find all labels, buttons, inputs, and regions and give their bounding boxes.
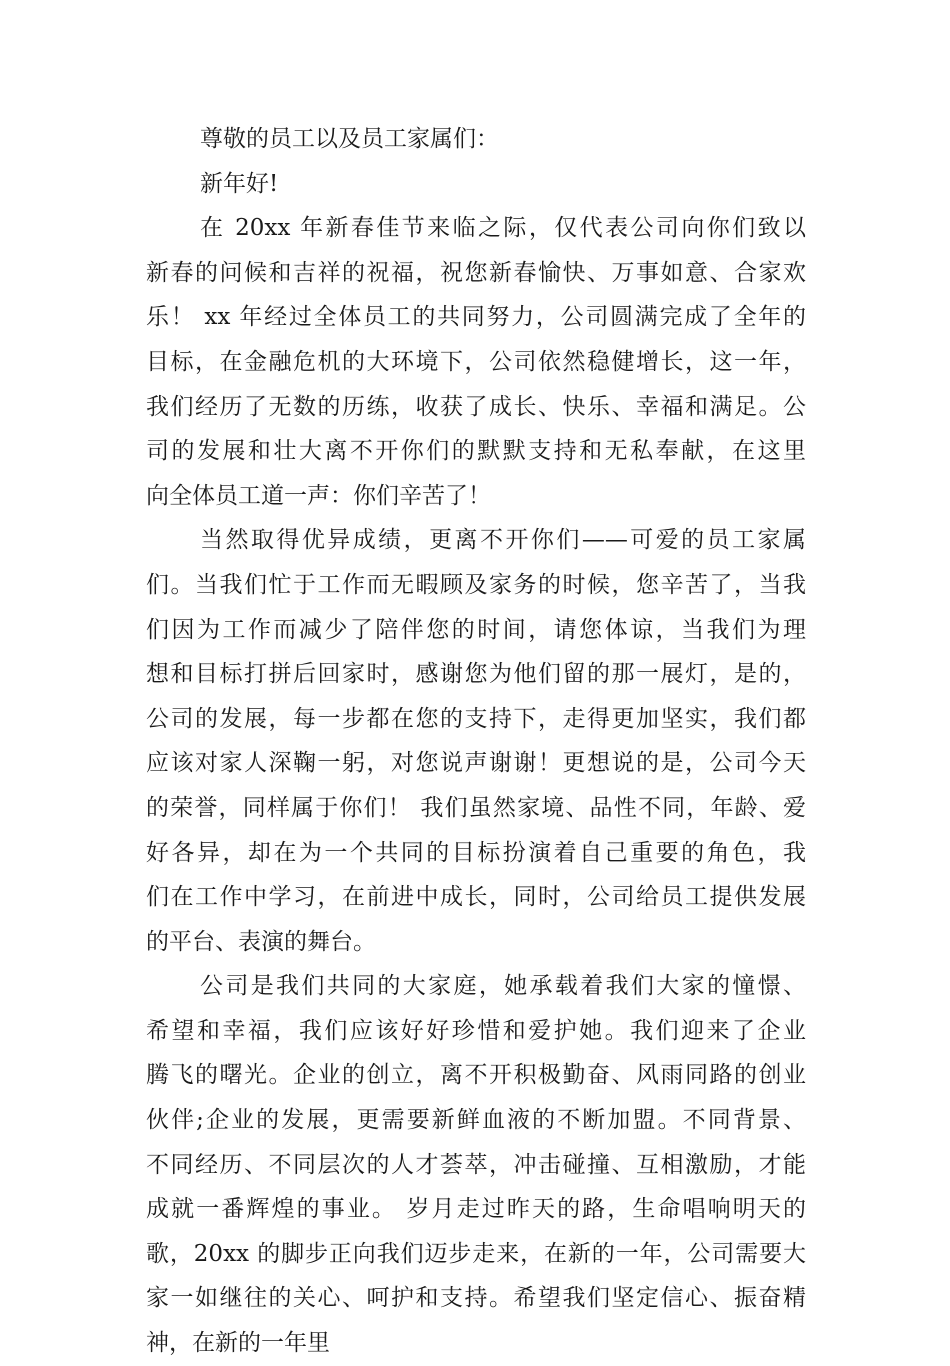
greeting: 新年好! (200, 170, 279, 197)
paragraph-line: 的平台、表演的舞台。 (146, 928, 376, 955)
paragraph-line: 应该对家人深鞠一躬，对您说声谢谢！更想说的是，公司今天 (146, 750, 806, 777)
paragraph-line: 想和目标打拼后回家时，感谢您为他们留的那一展灯，是的， (146, 661, 806, 688)
paragraph-line: 乐！ xx 年经过全体员工的共同努力，公司圆满完成了全年的 (146, 304, 806, 331)
paragraph-line: 伙伴;企业的发展，更需要新鲜血液的不断加盟。不同背景、 (146, 1107, 806, 1134)
paragraph-line: 目标，在金融危机的大环境下，公司依然稳健增长，这一年， (146, 348, 806, 375)
paragraph-line: 家一如继往的关心、呵护和支持。希望我们坚定信心、振奋精 (146, 1285, 806, 1312)
paragraph-line: 神，在新的一年里 (146, 1330, 330, 1357)
paragraph-1 (146, 206, 806, 518)
paragraph-line: 公司的发展，每一步都在您的支持下，走得更加坚实，我们都 (146, 705, 806, 732)
paragraph-line: 我们经历了无数的历练，收获了成长、快乐、幸福和满足。公 (146, 393, 806, 420)
paragraph-2 (146, 518, 806, 964)
paragraph-line: 腾飞的曙光。企业的创立，离不开积极勤奋、风雨同路的创业 (146, 1062, 806, 1089)
paragraph-line: 们在工作中学习，在前进中成长，同时，公司给员工提供发展 (146, 884, 806, 911)
paragraph-3 (146, 964, 806, 1365)
paragraph-line: 希望和幸福，我们应该好好珍惜和爱护她。我们迎来了企业 (146, 1017, 806, 1044)
paragraph-line: 司的发展和壮大离不开你们的默默支持和无私奉献，在这里 (146, 438, 806, 465)
letter-body (146, 117, 806, 1366)
paragraph-line: 们。当我们忙于工作而无暇顾及家务的时候，您辛苦了，当我 (146, 571, 806, 598)
paragraph-line: 们因为工作而减少了陪伴您的时间，请您体谅，当我们为理 (146, 616, 806, 643)
paragraph-line: 歌，20xx 的脚步正向我们迈步走来，在新的一年，公司需要大 (146, 1240, 806, 1267)
paragraph-line: 当然取得优异成绩，更离不开你们——可爱的员工家属 (200, 527, 806, 554)
salutation: 尊敬的员工以及员工家属们： (200, 126, 499, 152)
paragraph-line: 在 20xx 年新春佳节来临之际，仅代表公司向你们致以 (200, 215, 806, 242)
paragraph-line: 公司是我们共同的大家庭，她承载着我们大家的憧憬、 (200, 973, 806, 1000)
paragraph-line: 的荣誉，同样属于你们！ 我们虽然家境、品性不同，年龄、爱 (146, 794, 806, 821)
paragraph-line: 好各异，却在为一个共同的目标扮演着自己重要的角色，我 (146, 839, 806, 866)
paragraph-line: 不同经历、不同层次的人才荟萃，冲击碰撞、互相激励，才能 (146, 1151, 806, 1178)
paragraph-line: 成就一番辉煌的事业。 岁月走过昨天的路，生命唱响明天的 (146, 1196, 806, 1223)
paragraph-line: 向全体员工道一声：你们辛苦了！ (146, 482, 491, 509)
paragraph-line: 新春的问候和吉祥的祝福，祝您新春愉快、万事如意、合家欢 (146, 259, 806, 286)
